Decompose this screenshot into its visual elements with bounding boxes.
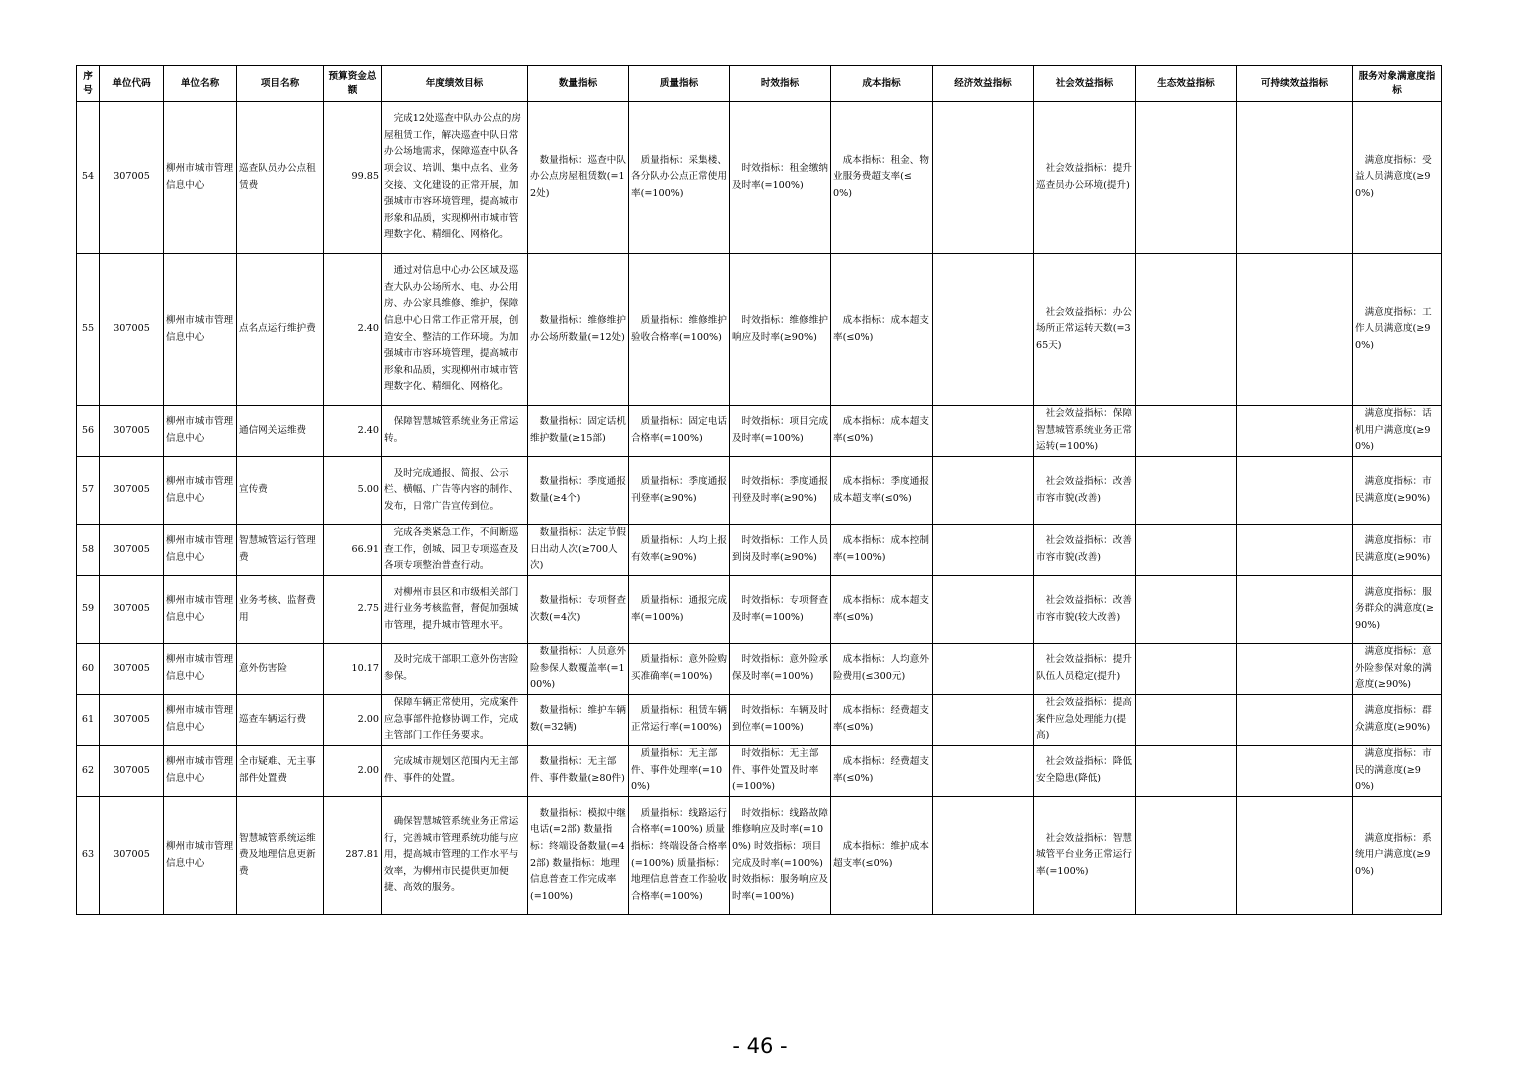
cell-project-name: 智慧城管运行管理费 [237,525,324,576]
cell-cost: 成本指标：季度通报成本超支率(≤0%) [831,457,933,525]
cell-quality: 质量指标：人均上报有效率(≥90%) [629,525,730,576]
cell-project-name: 宣传费 [237,457,324,525]
cell-social: 社会效益指标：提升队伍人员稳定(提升) [1034,644,1136,695]
cell-quality: 质量指标：意外险购买准确率(=100%) [629,644,730,695]
cell-annual-goal: 保障车辆正常使用，完成案件应急事部件抢修协调工作，完成主管部门工作任务要求。 [382,695,528,746]
cell-project-name: 巡查队员办公点租赁费 [237,102,324,254]
cell-unit-name: 柳州市城市管理信息中心 [164,797,237,915]
cell-timeliness: 时效指标：租金缴纳及时率(=100%) [730,102,831,254]
cell-economic [933,254,1034,406]
cell-quantity: 数量指标：固定话机维护数量(≥15部) [528,406,629,457]
cell-annual-goal: 及时完成通报、简报、公示栏、横幅、广告等内容的制作、发布，日常广告宣传到位。 [382,457,528,525]
cell-satisfaction: 满意度指标：话机用户满意度(≥90%) [1353,406,1442,457]
cell-cost: 成本指标：成本超支率(≤0%) [831,406,933,457]
header-satisfaction: 服务对象满意度指标 [1353,66,1442,102]
cell-ecological [1136,525,1237,576]
cell-timeliness: 时效指标：无主部件、事件处置及时率(=100%) [730,746,831,797]
cell-project-name: 点名点运行维护费 [237,254,324,406]
cell-unit-code: 307005 [100,525,164,576]
cell-ecological [1136,695,1237,746]
cell-sustainable [1237,254,1353,406]
cell-social: 社会效益指标：改善市容市貌(改善) [1034,525,1136,576]
cell-unit-name: 柳州市城市管理信息中心 [164,457,237,525]
cell-quantity: 数量指标：专项督查次数(=4次) [528,576,629,644]
cell-satisfaction: 满意度指标：工作人员满意度(≥90%) [1353,254,1442,406]
cell-sustainable [1237,695,1353,746]
cell-no: 57 [77,457,100,525]
cell-annual-goal: 完成各类紧急工作，不间断巡查工作，创城、园卫专项巡查及各项专项整治普查行动。 [382,525,528,576]
cell-unit-name: 柳州市城市管理信息中心 [164,254,237,406]
cell-annual-goal: 完成城市规划区范围内无主部件、事件的处置。 [382,746,528,797]
cell-economic [933,746,1034,797]
cell-social: 社会效益指标：智慧城管平台业务正常运行率(=100%) [1034,797,1136,915]
cell-annual-goal: 保障智慧城管系统业务正常运转。 [382,406,528,457]
cell-sustainable [1237,746,1353,797]
header-sustainable: 可持续效益指标 [1237,66,1353,102]
cell-ecological [1136,102,1237,254]
cell-sustainable [1237,576,1353,644]
cell-quantity: 数量指标：季度通报数量(≥4个) [528,457,629,525]
cell-no: 62 [77,746,100,797]
cell-cost: 成本指标：维护成本超支率(≤0%) [831,797,933,915]
cell-cost: 成本指标：成本超支率(≤0%) [831,576,933,644]
cell-project-name: 业务考核、监督费用 [237,576,324,644]
cell-budget: 2.00 [324,695,382,746]
cell-no: 55 [77,254,100,406]
cell-quantity: 数量指标：巡查中队办公点房屋租赁数(=12处) [528,102,629,254]
cell-economic [933,644,1034,695]
cell-ecological [1136,797,1237,915]
header-cost: 成本指标 [831,66,933,102]
cell-sustainable [1237,102,1353,254]
cell-ecological [1136,457,1237,525]
cell-economic [933,695,1034,746]
cell-economic [933,406,1034,457]
cell-quality: 质量指标：维修维护验收合格率(=100%) [629,254,730,406]
table-row [77,644,1442,695]
header-timeliness: 时效指标 [730,66,831,102]
cell-annual-goal: 确保智慧城管系统业务正常运行，完善城市管理系统功能与应用，提高城市管理的工作水平与效率，为柳州市民提供更加便捷、高效的服务。 [382,797,528,915]
header-ecological: 生态效益指标 [1136,66,1237,102]
cell-quantity: 数量指标：无主部件、事件数量(≥80件) [528,746,629,797]
cell-timeliness: 时效指标：专项督查及时率(=100%) [730,576,831,644]
table-row [77,457,1442,525]
cell-quality: 质量指标：无主部件、事件处理率(=100%) [629,746,730,797]
cell-no: 63 [77,797,100,915]
header-project-name: 项目名称 [237,66,324,102]
cell-quantity: 数量指标：法定节假日出动人次(≥700人次) [528,525,629,576]
cell-annual-goal: 及时完成干部职工意外伤害险参保。 [382,644,528,695]
cell-economic [933,525,1034,576]
cell-ecological [1136,746,1237,797]
cell-social: 社会效益指标：办公场所正常运转天数(=365天) [1034,254,1136,406]
cell-satisfaction: 满意度指标：意外险参保对象的满意度(≥90%) [1353,644,1442,695]
table-row [77,406,1442,457]
table-row [77,254,1442,406]
cell-budget: 287.81 [324,797,382,915]
table-body [77,102,1442,915]
cell-quality: 质量指标：通报完成率(=100%) [629,576,730,644]
cell-quantity: 数量指标：维修维护办公场所数量(=12处) [528,254,629,406]
cell-project-name: 通信网关运维费 [237,406,324,457]
cell-unit-code: 307005 [100,102,164,254]
cell-satisfaction: 满意度指标：受益人员满意度(≥90%) [1353,102,1442,254]
cell-budget: 10.17 [324,644,382,695]
cell-unit-name: 柳州市城市管理信息中心 [164,406,237,457]
cell-unit-code: 307005 [100,576,164,644]
header-no: 序号 [77,66,100,102]
cell-annual-goal: 完成12处巡查中队办公点的房屋租赁工作，解决巡查中队日常办公场地需求，保障巡查中队各项会议、培训、集中点名、业务交接、文化建设的正常开展，加强城市市容环境管理，提高城市形象和品质，实现柳州市城市管理数字化、精细化、网格化。 [382,102,528,254]
cell-economic [933,797,1034,915]
cell-ecological [1136,254,1237,406]
cell-annual-goal: 通过对信息中心办公区域及巡查大队办公场所水、电、办公用房、办公家具维修、维护，保障信息中心日常工作正常开展，创造安全、整洁的工作环境。为加强城市市容环境管理，提高城市形象和品质，实现柳州市城市管理数字化、精细化、网格化。 [382,254,528,406]
cell-ecological [1136,576,1237,644]
cell-no: 59 [77,576,100,644]
cell-economic [933,102,1034,254]
cell-budget: 2.40 [324,406,382,457]
table-row [77,576,1442,644]
cell-satisfaction: 满意度指标：群众满意度(≥90%) [1353,695,1442,746]
cell-satisfaction: 满意度指标：市民的满意度(≥90%) [1353,746,1442,797]
cell-unit-name: 柳州市城市管理信息中心 [164,746,237,797]
cell-unit-name: 柳州市城市管理信息中心 [164,102,237,254]
cell-social: 社会效益指标：改善市容市貌(较大改善) [1034,576,1136,644]
cell-cost: 成本指标：经费超支率(≤0%) [831,746,933,797]
cell-social: 社会效益指标：保障智慧城管系统业务正常运转(=100%) [1034,406,1136,457]
cell-unit-name: 柳州市城市管理信息中心 [164,695,237,746]
cell-timeliness: 时效指标：工作人员到岗及时率(≥90%) [730,525,831,576]
cell-cost: 成本指标：租金、物业服务费超支率(≤0%) [831,102,933,254]
cell-no: 60 [77,644,100,695]
cell-sustainable [1237,644,1353,695]
cell-satisfaction: 满意度指标：系统用户满意度(≥90%) [1353,797,1442,915]
cell-budget: 2.40 [324,254,382,406]
cell-quality: 质量指标：租赁车辆正常运行率(=100%) [629,695,730,746]
cell-timeliness: 时效指标：车辆及时到位率(=100%) [730,695,831,746]
cell-sustainable [1237,457,1353,525]
cell-quality: 质量指标：采集楼、各分队办公点正常使用率(=100%) [629,102,730,254]
table-row [77,746,1442,797]
cell-social: 社会效益指标：提升巡查员办公环境(提升) [1034,102,1136,254]
cell-sustainable [1237,406,1353,457]
cell-timeliness: 时效指标：维修维护响应及时率(≥90%) [730,254,831,406]
cell-unit-name: 柳州市城市管理信息中心 [164,644,237,695]
cell-quality: 质量指标：固定电话合格率(=100%) [629,406,730,457]
performance-table [76,65,1442,915]
cell-sustainable [1237,525,1353,576]
page-number: - 46 - [732,1034,788,1058]
cell-budget: 2.75 [324,576,382,644]
cell-cost: 成本指标：成本超支率(≤0%) [831,254,933,406]
header-quality: 质量指标 [629,66,730,102]
cell-unit-name: 柳州市城市管理信息中心 [164,525,237,576]
cell-budget: 99.85 [324,102,382,254]
cell-timeliness: 时效指标：线路故障维修响应及时率(=100%) 时效指标：项目完成及时率(=100%) 时效指标：服务响应及时率(=100%) [730,797,831,915]
cell-social: 社会效益指标：降低安全隐患(降低) [1034,746,1136,797]
cell-no: 56 [77,406,100,457]
header-quantity: 数量指标 [528,66,629,102]
cell-unit-code: 307005 [100,746,164,797]
header-unit-code: 单位代码 [100,66,164,102]
cell-annual-goal: 对柳州市县区和市级相关部门进行业务考核监督，督促加强城市管理，提升城市管理水平。 [382,576,528,644]
cell-quantity: 数量指标：模拟中继电话(=2部) 数量指标：终端设备数量(=42部) 数量指标：地理信息普查工作完成率(=100%) [528,797,629,915]
cell-ecological [1136,406,1237,457]
cell-cost: 成本指标：成本控制率(=100%) [831,525,933,576]
cell-project-name: 巡查车辆运行费 [237,695,324,746]
cell-unit-code: 307005 [100,457,164,525]
cell-satisfaction: 满意度指标：市民满意度(≥90%) [1353,457,1442,525]
cell-cost: 成本指标：人均意外险费用(≤300元) [831,644,933,695]
table-row [77,695,1442,746]
cell-unit-code: 307005 [100,695,164,746]
cell-unit-code: 307005 [100,254,164,406]
cell-project-name: 全市疑难、无主事部件处置费 [237,746,324,797]
cell-project-name: 智慧城管系统运维费及地理信息更新费 [237,797,324,915]
header-budget: 预算资金总额 [324,66,382,102]
header-social: 社会效益指标 [1034,66,1136,102]
cell-budget: 66.91 [324,525,382,576]
table-header-row [77,66,1442,102]
cell-timeliness: 时效指标：意外险承保及时率(=100%) [730,644,831,695]
cell-cost: 成本指标：经费超支率(≤0%) [831,695,933,746]
cell-satisfaction: 满意度指标：市民满意度(≥90%) [1353,525,1442,576]
cell-quality: 质量指标：线路运行合格率(=100%) 质量指标：终端设备合格率(=100%) 质量指标：地理信息普查工作验收合格率(=100%) [629,797,730,915]
cell-economic [933,457,1034,525]
cell-project-name: 意外伤害险 [237,644,324,695]
cell-unit-code: 307005 [100,797,164,915]
table-row [77,797,1442,915]
cell-social: 社会效益指标：改善市容市貌(改善) [1034,457,1136,525]
cell-unit-code: 307005 [100,406,164,457]
cell-no: 61 [77,695,100,746]
header-annual-goal: 年度绩效目标 [382,66,528,102]
cell-satisfaction: 满意度指标：服务群众的满意度(≥90%) [1353,576,1442,644]
cell-unit-code: 307005 [100,644,164,695]
cell-quantity: 数量指标：人员意外险参保人数覆盖率(=100%) [528,644,629,695]
cell-economic [933,576,1034,644]
header-unit-name: 单位名称 [164,66,237,102]
table-row [77,102,1442,254]
cell-quantity: 数量指标：维护车辆数(=32辆) [528,695,629,746]
cell-sustainable [1237,797,1353,915]
cell-quality: 质量指标：季度通报刊登率(≥90%) [629,457,730,525]
cell-budget: 5.00 [324,457,382,525]
cell-timeliness: 时效指标：季度通报刊登及时率(≥90%) [730,457,831,525]
table-row [77,525,1442,576]
header-economic: 经济效益指标 [933,66,1034,102]
cell-timeliness: 时效指标：项目完成及时率(=100%) [730,406,831,457]
cell-ecological [1136,644,1237,695]
cell-budget: 2.00 [324,746,382,797]
cell-unit-name: 柳州市城市管理信息中心 [164,576,237,644]
cell-social: 社会效益指标：提高案件应急处理能力(提高) [1034,695,1136,746]
cell-no: 54 [77,102,100,254]
cell-no: 58 [77,525,100,576]
